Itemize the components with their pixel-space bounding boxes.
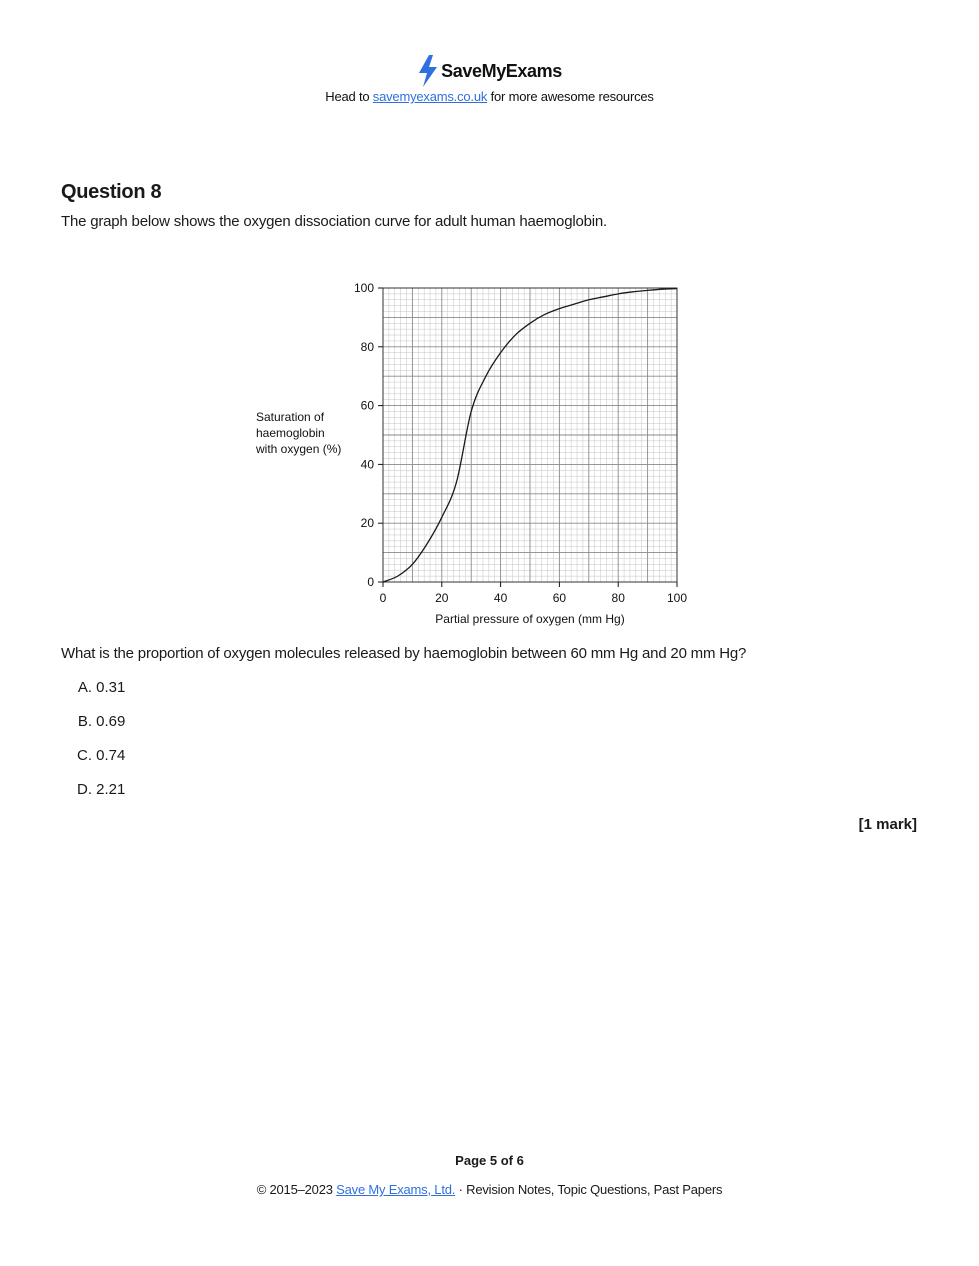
y-tick-label: 100 <box>353 281 374 295</box>
x-tick-label: 20 <box>435 591 449 605</box>
site-link[interactable]: savemyexams.co.uk <box>372 89 488 104</box>
brand-name: SaveMyExams <box>441 60 562 81</box>
y-axis-label-line: with oxygen (%) <box>256 442 342 456</box>
lightning-bolt-icon <box>417 55 439 87</box>
option-b[interactable] <box>61 713 261 747</box>
page-number: Page 5 of 6 <box>455 1153 524 1168</box>
page-header <box>0 54 979 104</box>
footer-copyright <box>0 1182 979 1197</box>
option-a[interactable] <box>61 679 261 713</box>
question-title: Question 8 <box>61 181 162 203</box>
option-letter: C. <box>77 747 92 764</box>
option-text: 0.74 <box>96 747 126 764</box>
y-tick-label: 80 <box>360 339 374 354</box>
x-axis-label: Partial pressure of oxygen (mm Hg) <box>435 612 625 626</box>
option-letter: B. <box>77 713 92 730</box>
x-tick-label: 0 <box>379 591 387 605</box>
option-text: 0.31 <box>96 679 126 696</box>
marks-label: [1 mark] <box>858 816 917 833</box>
x-tick-label: 60 <box>552 591 567 605</box>
x-tick-label: 80 <box>611 591 625 605</box>
header-tagline <box>0 89 979 104</box>
y-tick-label: 60 <box>360 398 374 413</box>
option-d[interactable] <box>61 781 261 815</box>
x-tick-label: 100 <box>666 591 688 605</box>
answer-options <box>61 679 261 815</box>
option-letter: A. <box>77 679 92 696</box>
option-c[interactable] <box>61 747 261 781</box>
y-tick-label: 20 <box>360 516 374 531</box>
question-intro: The graph below shows the oxygen dissociation curve for adult human haemoglobin. <box>61 213 608 230</box>
y-axis-label-line: haemoglobin <box>256 426 325 440</box>
tagline-suffix: for more awesome resources <box>487 89 654 104</box>
question-prompt: What is the proportion of oxygen molecules released by haemoglobin between 60 mm Hg and 20 mm Hg? <box>61 645 747 662</box>
oxygen-dissociation-chart <box>245 270 705 635</box>
option-text: 2.21 <box>96 781 126 798</box>
x-tick-label: 40 <box>493 591 508 605</box>
copyright-suffix: · Revision Notes, Topic Questions, Past Papers <box>455 1182 723 1197</box>
option-text: 0.69 <box>96 713 126 730</box>
y-tick-label: 40 <box>360 457 374 472</box>
tagline-prefix: Head to <box>325 89 373 104</box>
copyright-prefix: © 2015–2023 <box>256 1182 337 1197</box>
option-letter: D. <box>77 781 92 798</box>
y-tick-label: 0 <box>367 575 374 589</box>
company-link[interactable]: Save My Exams, Ltd. <box>336 1182 456 1197</box>
brand-logo[interactable] <box>0 54 979 88</box>
grid-major <box>383 288 677 582</box>
y-axis-label-line: Saturation of <box>256 410 325 424</box>
